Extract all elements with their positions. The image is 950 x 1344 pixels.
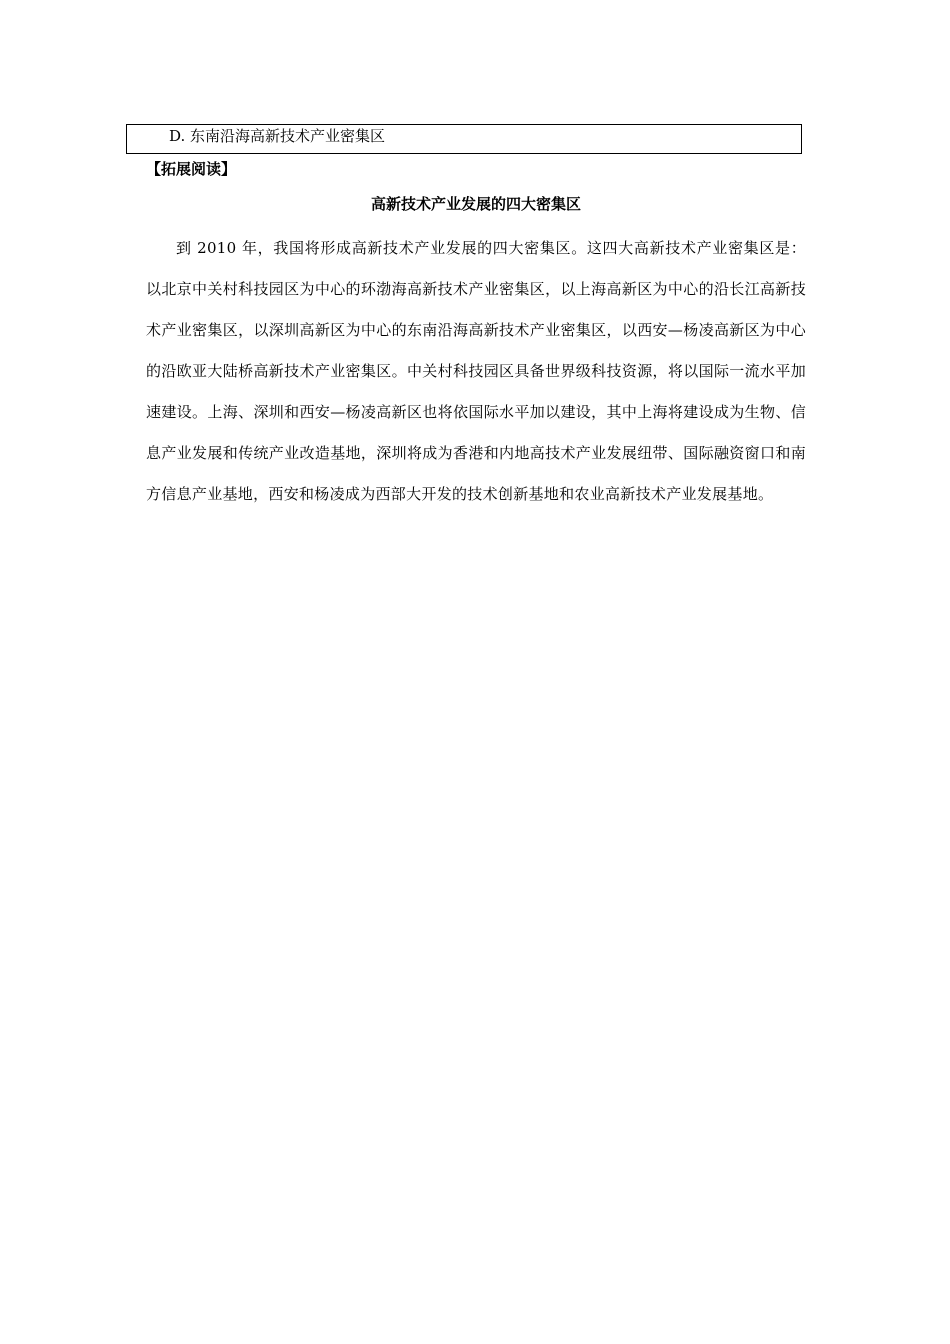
answer-option-box <box>126 124 802 154</box>
article-paragraph: 到 2010 年，我国将形成高新技术产业发展的四大密集区。这四大高新技术产业密集区是：以北京中关村科技园区为中心的环渤海高新技术产业密集区，以上海高新区为中心的沿长江高新技术产业密集区，以深圳高新区为中心的东南沿海高新技术产业密集区，以西安—杨凌高新区为中心的沿欧亚大陆桥高新技术产业密集区。中关村科技园区具备世界级科技资源，将以国际一流水平加速建设。上海、深圳和西安—杨凌高新区也将依国际水平加以建设，其中上海将建设成为生物、信息产业发展和传统产业改造基地，深圳将成为香港和内地高技术产业发展纽带、国际融资窗口和南方信息产业基地，西安和杨凌成为西部大开发的技术创新基地和农业高新技术产业发展基地。 <box>146 239 806 503</box>
answer-option-d: D. 东南沿海高新技术产业密集区 <box>169 127 386 145</box>
article-title: 高新技术产业发展的四大密集区 <box>370 195 581 213</box>
section-heading: 【拓展阅读】 <box>146 160 237 178</box>
